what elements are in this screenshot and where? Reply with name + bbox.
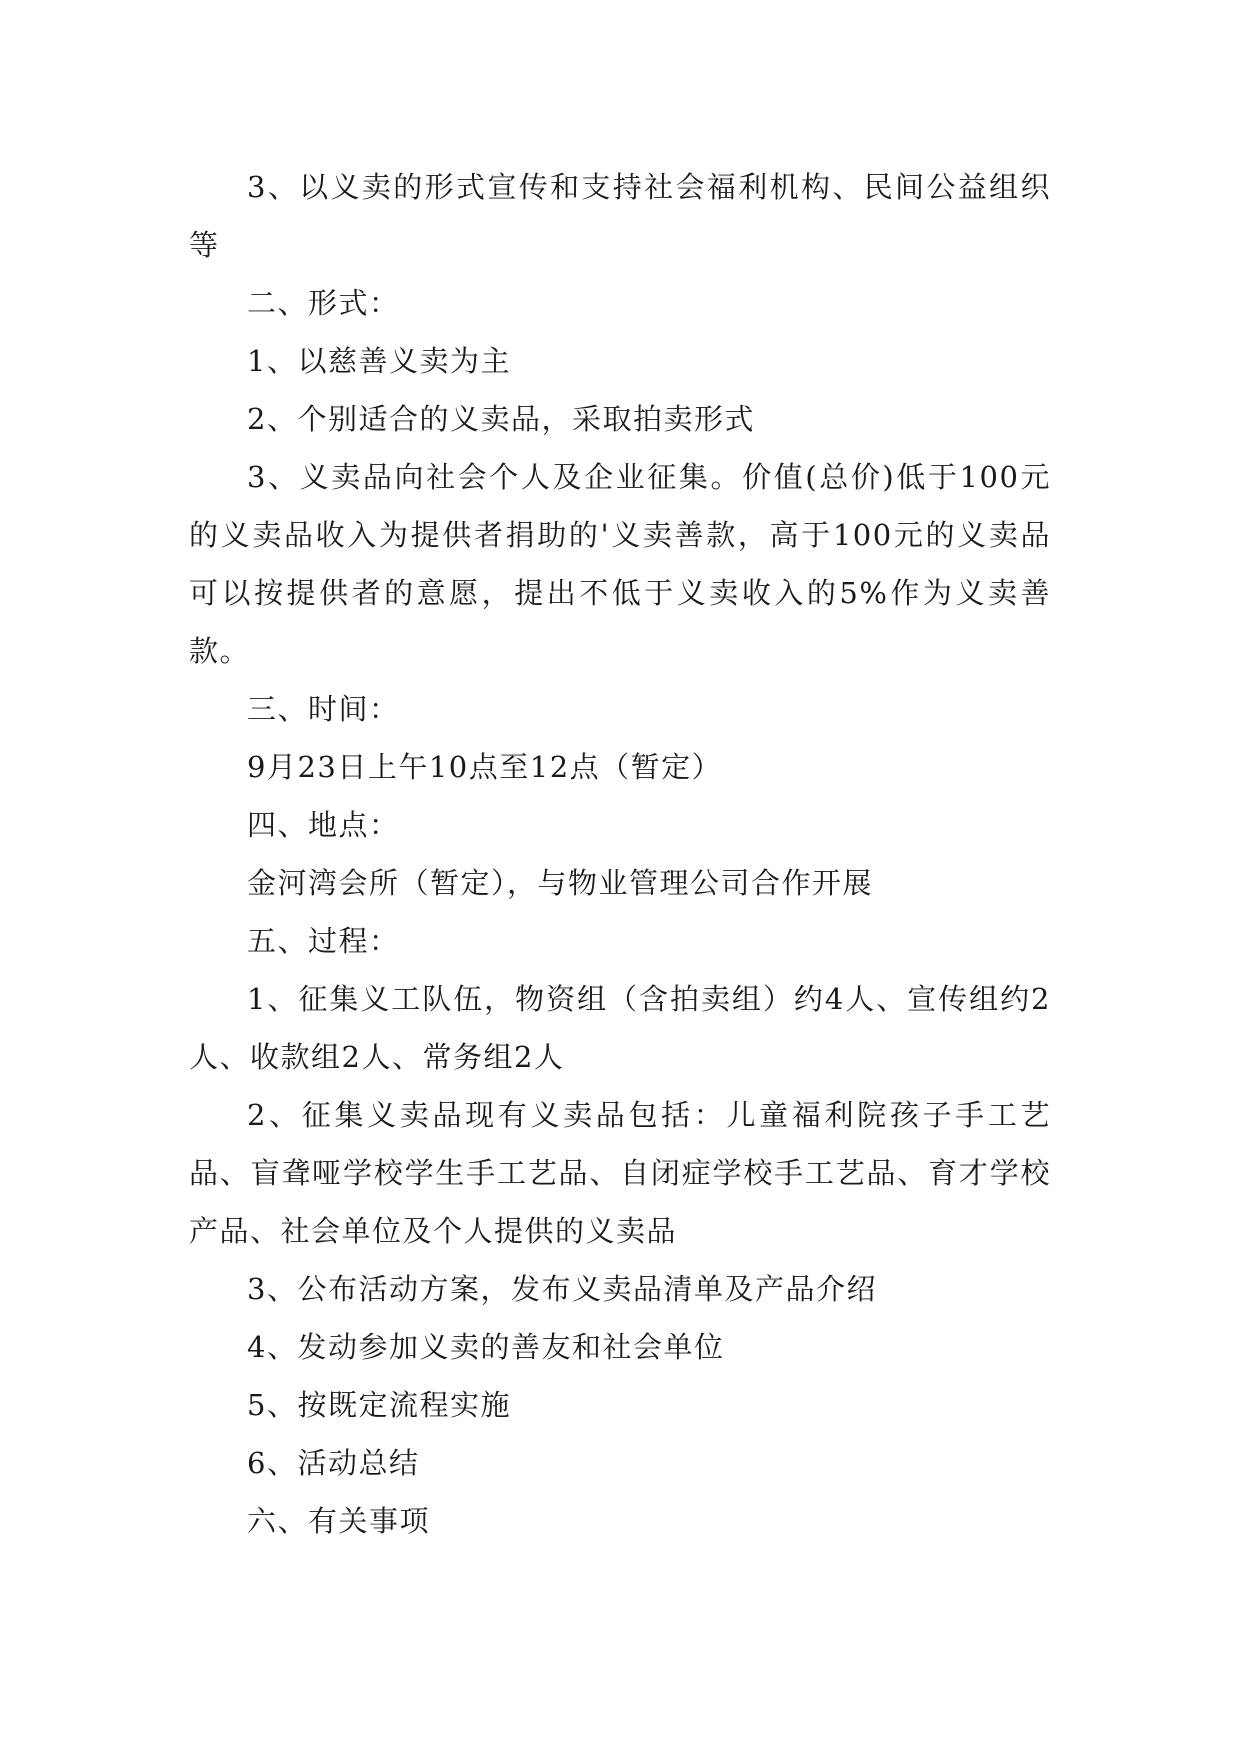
paragraph-form-1: 1、以慈善义卖为主 <box>247 344 511 378</box>
paragraph-location: 金河湾会所（暂定），与物业管理公司合作开展 <box>247 866 874 900</box>
paragraph-purpose-3: 3、以义卖的形式宣传和支持社会福利机构、民间公益组织等 <box>189 170 1051 262</box>
paragraph-process-1: 1、征集义工队伍，物资组（含拍卖组）约4人、宣传组约2人、收款组2人、常务组2人 <box>189 982 1051 1074</box>
heading-time: 三、时间： <box>247 692 400 726</box>
paragraph-process-6: 6、活动总结 <box>247 1446 420 1480</box>
paragraph-time: 9月23日上午10点至12点（暂定） <box>247 750 723 784</box>
heading-matters: 六、有关事项 <box>247 1504 431 1538</box>
document-body <box>189 158 1051 1550</box>
paragraph-form-3: 3、义卖品向社会个人及企业征集。价值(总价)低于100元的义卖品收入为提供者捐助的'义卖善款，高于100元的义卖品可以按提供者的意愿，提出不低于义卖收入的5%作为义卖善款。 <box>189 460 1051 668</box>
heading-location: 四、地点： <box>247 808 400 842</box>
paragraph-process-4: 4、发动参加义卖的善友和社会单位 <box>247 1330 725 1364</box>
paragraph-process-2: 2、征集义卖品现有义卖品包括：儿童福利院孩子手工艺品、盲聋哑学校学生手工艺品、自闭症学校手工艺品、育才学校产品、社会单位及个人提供的义卖品 <box>189 1098 1051 1248</box>
heading-process: 五、过程： <box>247 924 400 958</box>
heading-form: 二、形式： <box>247 286 400 320</box>
paragraph-process-3: 3、公布活动方案，发布义卖品清单及产品介绍 <box>247 1272 877 1306</box>
paragraph-form-2: 2、个别适合的义卖品，采取拍卖形式 <box>247 402 755 436</box>
paragraph-process-5: 5、按既定流程实施 <box>247 1388 511 1422</box>
